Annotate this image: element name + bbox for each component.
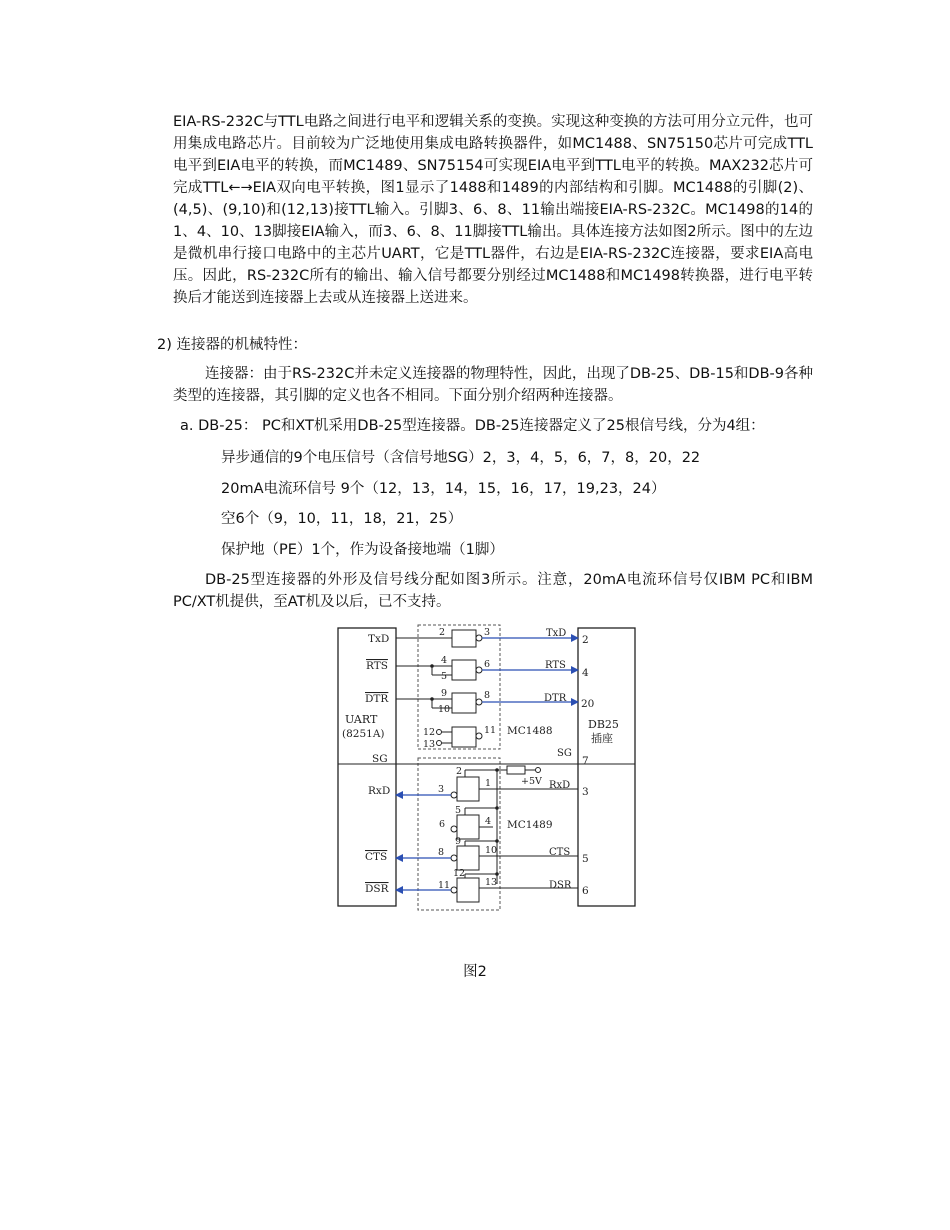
- rx-pin-11: 11: [438, 880, 451, 891]
- db25-heading: a. DB-25： PC和XT机采用DB-25型连接器。DB-25连接器定义了25根信号线，分为4组：: [180, 418, 765, 434]
- mc1488-gate-3: [452, 693, 476, 713]
- rx-pin-6: 6: [439, 819, 446, 830]
- section-heading: 2) 连接器的机械特性：: [157, 337, 307, 353]
- rx-pin-3: 3: [438, 784, 445, 795]
- db25-label: DB25: [588, 718, 619, 731]
- conn-pin-7: 7: [582, 755, 589, 767]
- conn-rts-label: RTS: [545, 660, 566, 671]
- uart-sg-label: SG: [372, 753, 388, 765]
- uart-model-label: (8251A): [342, 728, 385, 740]
- gate-pin-11: 11: [484, 725, 497, 736]
- mc1488-label: MC1488: [507, 725, 553, 737]
- conn-pin-5: 5: [582, 853, 589, 865]
- signal-group-2: 20mA电流环信号 9个（12，13，14，15，16，17，19,23，24）: [221, 481, 666, 497]
- mc1489-label: MC1489: [507, 819, 553, 831]
- conn-txd-label: TxD: [546, 628, 567, 639]
- conn-pin-6: 6: [582, 885, 589, 897]
- gate-pin-13: 13: [423, 739, 436, 750]
- db25-note-paragraph: DB-25型连接器的外形及信号线分配如图3所示。注意，20mA电流环信号仅IBM PC和IBM PC/XT机提供，至AT机及以后，已不支持。: [173, 572, 813, 610]
- circuit-diagram: [335, 622, 645, 914]
- rx-pin-1: 1: [485, 778, 492, 789]
- rx-pin-5: 5: [455, 805, 462, 816]
- gate-pin-12: 12: [423, 727, 436, 738]
- mc1488-gate-4: [452, 727, 476, 747]
- rx-pin-10: 10: [485, 845, 498, 856]
- signal-group-1: 异步通信的9个电压信号（含信号地SG）2，3，4，5，6，7，8，20，22: [221, 450, 701, 466]
- figure-caption: 图2: [463, 964, 487, 980]
- gate-pin-9: 9: [441, 688, 448, 699]
- mc1488-gate-2: [452, 660, 476, 680]
- conn-dsr-label: DSR: [549, 880, 572, 891]
- vcc-label: +5V: [521, 776, 542, 787]
- uart-dsr-label: DSR: [365, 883, 389, 895]
- conn-sg-label: SG: [557, 748, 572, 759]
- rx-pin-2: 2: [456, 766, 463, 777]
- rx-pin-12: 12: [453, 868, 466, 879]
- signal-group-4: 保护地（PE）1个，作为设备接地端（1脚）: [221, 542, 504, 558]
- gate-pin-10: 10: [438, 704, 451, 715]
- gate-pin-8: 8: [484, 690, 491, 701]
- rx-pin-4: 4: [485, 816, 492, 827]
- uart-txd-label: TxD: [368, 633, 390, 645]
- conn-rxd-label: RxD: [549, 780, 571, 791]
- mc1489-gate-1: [457, 777, 479, 801]
- rx-pin-9: 9: [455, 836, 462, 847]
- conn-pin-20: 20: [581, 698, 595, 710]
- conn-pin-2: 2: [582, 634, 589, 646]
- uart-cts-label: CTS: [365, 851, 388, 863]
- uart-rts-label: RTS: [366, 660, 388, 672]
- gate-pin-5: 5: [441, 671, 448, 682]
- conn-cts-label: CTS: [549, 847, 571, 858]
- gate-pin-3: 3: [484, 627, 491, 638]
- mc1489-gate-4: [457, 878, 479, 902]
- intro-paragraph: EIA-RS-232C与TTL电路之间进行电平和逻辑关系的变换。实现这种变换的方法可用分立元件，也可用集成电路芯片。目前较为广泛地使用集成电路转换器件，如MC1488、SN75150芯片可完成TTL电平到EIA电平的转换，而MC1489、SN75154可实现EIA电平到TTL电平的转换。MAX232芯片可完成TTL←→EIA双向电平转换，图1显示了1488和1489的内部结构和引脚。MC1488的引脚(2)、(4,5)、(9,10)和(12,13)接TTL输入。引脚3、6、8、11输出端接EIA-RS-232C。MC1498的14的1、4、10、13脚接EIA输入，而3、6、8、11脚接TTL输出。具体连接方法如图2所示。图中的左边是微机串行接口电路中的主芯片UART，它是TTL器件，右边是EIA-RS-232C连接器，要求EIA高电压。因此，RS-232C所有的输出、输入信号都要分别经过MC1488和MC1498转换器，进行电平转换后才能送到连接器上去或从连接器上送进来。: [173, 114, 813, 306]
- uart-label: UART: [345, 713, 378, 726]
- db25-socket-label: 插座: [591, 732, 613, 745]
- pullup-resistor: [507, 766, 525, 774]
- uart-dtr-label: DTR: [365, 693, 389, 705]
- mc1489-gate-3: [457, 846, 479, 870]
- conn-dtr-label: DTR: [544, 693, 567, 704]
- uart-rxd-label: RxD: [368, 785, 391, 797]
- conn-pin-4: 4: [582, 667, 589, 679]
- mc1488-gate-1: [452, 630, 476, 647]
- signal-group-3: 空6个（9，10，11，18，21，25）: [221, 511, 463, 527]
- rx-pin-13: 13: [485, 877, 498, 888]
- gate-pin-4: 4: [441, 655, 448, 666]
- gate-pin-6: 6: [484, 659, 491, 670]
- rx-pin-8: 8: [438, 847, 445, 858]
- connector-intro-paragraph: 连接器：由于RS-232C并未定义连接器的物理特性，因此，出现了DB-25、DB-15和DB-9各种类型的连接器，其引脚的定义也各不相同。下面分别介绍两种连接器。: [173, 366, 813, 404]
- conn-pin-3: 3: [582, 786, 589, 798]
- gate-pin-2: 2: [439, 627, 446, 638]
